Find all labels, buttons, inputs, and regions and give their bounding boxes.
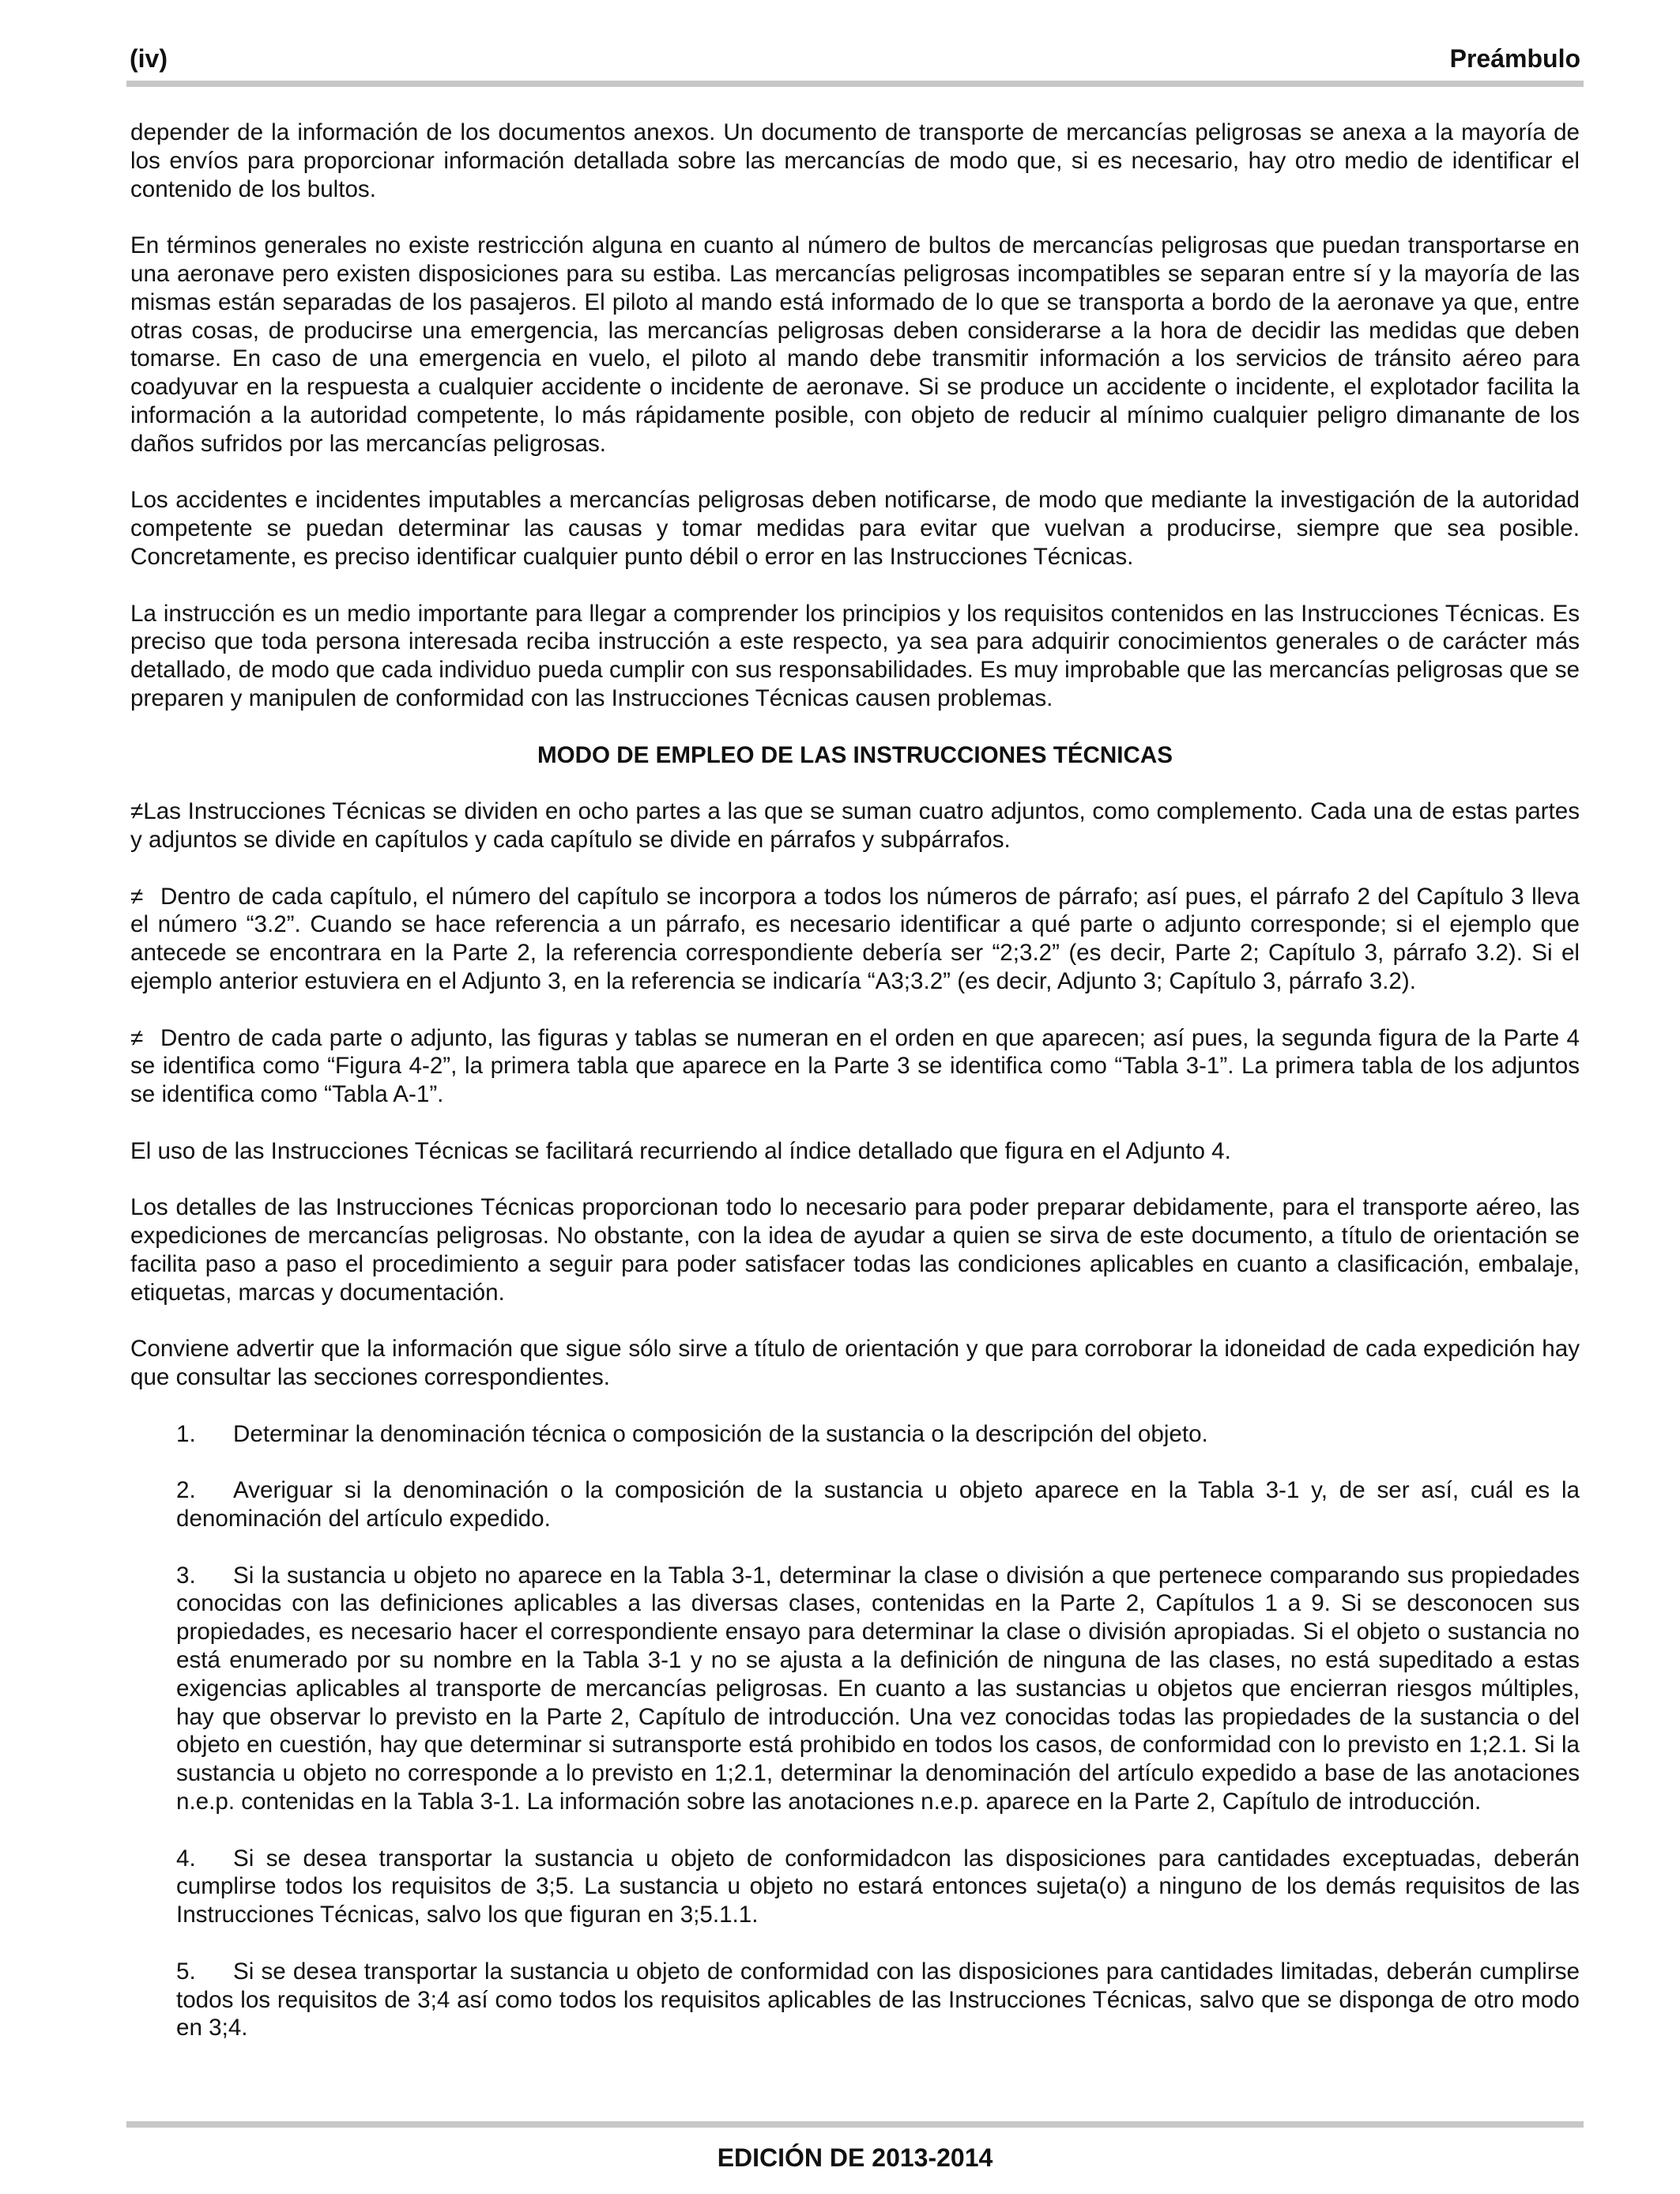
- bullet-paragraph: [130, 883, 1580, 996]
- step-text: Si la sustancia u objeto no aparece en la Tabla 3-1, determinar la clase o división a que pertenece comparando sus propiedades conocidas con las definiciones aplicables a las diversas clases, contenidas en la Parte 2, Capítulos 1 a 9. Si se desconocen sus propiedades, es necesario hacer el correspondiente ensayo para determinar la clase o división apropiadas. Si el objeto o sustancia no está enumerado por su nombre en la Tabla 3-1 y no se ajusta a la definición de ninguna de las clases, no está supeditado a estas exigencias aplicables al transporte de mercancías peligrosas. En cuanto a las sustancias u objetos que encierran riesgos múltiples, hay que observar lo previsto en la Parte 2, Capítulo de introducción. Una vez conocidas todas las propiedades de la sustancia o del objeto en cuestión, hay que determinar si sutransporte está prohibido en todos los casos, de conformidad con lo previsto en 1;2.1. Si la sustancia u objeto no corresponde a lo previsto en 1;2.1, determinar la denominación del artículo expedido a base de las anotaciones n.e.p. contenidas en la Tabla 3-1. La información sobre las anotaciones n.e.p. aparece en la Parte 2, Capítulo de introducción.: [176, 1562, 1580, 1815]
- bullet-text: Dentro de cada capítulo, el número del capítulo se incorpora a todos los números de párrafo; así pues, el párrafo 2 del Capítulo 3 lleva el número “3.2”. Cuando se hace referencia a un párrafo, es necesario identificar a qué parte o adjunto corresponde; si el ejemplo que antecede se encontrara en la Parte 2, la referencia correspondiente debería ser “2;3.2” (es decir, Parte 2; Capítulo 3, párrafo 3.2). Si el ejemplo anterior estuviera en el Adjunto 3, en la referencia se indicaría “A3;3.2” (es decir, Adjunto 3; Capítulo 3, párrafo 3.2).: [130, 883, 1580, 994]
- page-header: [130, 41, 1580, 76]
- bullet-paragraph: [130, 797, 1580, 854]
- section-heading: MODO DE EMPLEO DE LAS INSTRUCCIONES TÉCNICAS: [537, 741, 1173, 768]
- header-rule: [126, 81, 1584, 87]
- footer-rule: [126, 2121, 1584, 2128]
- bullet-text: Las Instrucciones Técnicas se dividen en ocho partes a las que se suman cuatro adjuntos, como complemento. Cada una de estas partes y adjuntos se divide en capítulos y cada capítulo se divide en párrafos y subpárrafos.: [130, 798, 1580, 853]
- numbered-step: [130, 1845, 1580, 1929]
- numbered-step: [130, 1958, 1580, 2042]
- step-number: 1.: [176, 1420, 196, 1447]
- step-number: 3.: [176, 1562, 196, 1589]
- numbered-step: [130, 1420, 1580, 1449]
- paragraph: El uso de las Instrucciones Técnicas se facilitará recurriendo al índice detallado que figura en el Adjunto 4.: [130, 1137, 1231, 1164]
- edition-footer: EDICIÓN DE 2013-2014: [717, 2143, 993, 2172]
- page-body: [130, 119, 1580, 2071]
- not-equal-bullet-icon: ≠: [130, 1024, 144, 1051]
- paragraph: La instrucción es un medio importante para llegar a comprender los principios y los requisitos contenidos en las Instrucciones Técnicas. Es preciso que toda persona interesada reciba instrucción a este respecto, ya sea para adquirir conocimientos generales o de carácter más detallado, de modo que cada individuo pueda cumplir con sus responsabilidades. Es muy improbable que las mercancías peligrosas que se preparen y manipulen de conformidad con las Instrucciones Técnicas causen problemas.: [130, 600, 1580, 711]
- section-name: Preámbulo: [1449, 44, 1580, 73]
- bullet-text: Dentro de cada parte o adjunto, las figuras y tablas se numeran en el orden en que aparecen; así pues, la segunda figura de la Parte 4 se identifica como “Figura 4-2”, la primera tabla que aparece en la Parte 3 se identifica como “Tabla 3-1”. La primera tabla de los adjuntos se identifica como “Tabla A-1”.: [130, 1024, 1580, 1108]
- step-text: Determinar la denominación técnica o composición de la sustancia o la descripción del objeto.: [233, 1420, 1208, 1447]
- numbered-step: [130, 1562, 1580, 1816]
- step-text: Si se desea transportar la sustancia u objeto de conformidadcon las disposiciones para cantidades exceptuadas, deberán cumplirse todos los requisitos de 3;5. La sustancia u objeto no estará entonces sujeta(o) a ninguno de los demás requisitos de las Instrucciones Técnicas, salvo los que figuran en 3;5.1.1.: [176, 1845, 1580, 1928]
- paragraph: En términos generales no existe restricción alguna en cuanto al número de bultos de mercancías peligrosas que puedan transportarse en una aeronave pero existen disposiciones para su estiba. Las mercancías peligrosas incompatibles se separan entre sí y la mayoría de las mismas están separadas de los pasajeros. El piloto al mando está informado de lo que se transporta a bordo de la aeronave ya que, entre otras cosas, de producirse una emergencia, las mercancías peligrosas deben considerarse a la hora de decidir las medidas que deben tomarse. En caso de una emergencia en vuelo, el piloto al mando debe transmitir información a los servicios de tránsito aéreo para coadyuvar en la respuesta a cualquier accidente o incidente de aeronave. Si se produce un accidente o incidente, el explotador facilita la información a la autoridad competente, lo más rápidamente posible, con objeto de reducir al mínimo cualquier peligro dimanante de los daños sufridos por las mercancías peligrosas.: [130, 232, 1580, 457]
- paragraph: Los detalles de las Instrucciones Técnicas proporcionan todo lo necesario para poder preparar debidamente, para el transporte aéreo, las expediciones de mercancías peligrosas. No obstante, con la idea de ayudar a quien se sirva de este documento, a título de orientación se facilita paso a paso el procedimiento a seguir para poder satisfacer todas las condiciones aplicables en cuanto a clasificación, embalaje, etiquetas, marcas y documentación.: [130, 1194, 1580, 1306]
- step-text: Si se desea transportar la sustancia u objeto de conformidad con las disposiciones para cantidades limitadas, deberán cumplirse todos los requisitos de 3;4 así como todos los requisitos aplicables de las Instrucciones Técnicas, salvo que se disponga de otro modo en 3;4.: [176, 1958, 1580, 2041]
- step-text: Averiguar si la denominación o la composición de la sustancia u objeto aparece en la Tabla 3-1 y, de ser así, cuál es la denominación del artículo expedido.: [176, 1477, 1580, 1532]
- step-number: 4.: [176, 1845, 196, 1872]
- paragraph: Los accidentes e incidentes imputables a mercancías peligrosas deben notificarse, de modo que mediante la investigación de la autoridad competente se puedan determinar las causas y tomar medidas para evitar que vuelvan a producirse, siempre que sea posible. Concretamente, es preciso identificar cualquier punto débil o error en las Instrucciones Técnicas.: [130, 487, 1580, 570]
- not-equal-bullet-icon: ≠: [130, 883, 144, 910]
- bullet-paragraph: [130, 1024, 1580, 1109]
- numbered-step: [130, 1476, 1580, 1533]
- page-number: (iv): [130, 44, 168, 73]
- paragraph: Conviene advertir que la información que sigue sólo sirve a título de orientación y que para corroborar la idoneidad de cada expedición hay que consultar las secciones correspondientes.: [130, 1336, 1580, 1391]
- step-number: 2.: [176, 1477, 196, 1504]
- not-equal-bullet-icon: ≠: [130, 798, 144, 825]
- paragraph: depender de la información de los documentos anexos. Un documento de transporte de mercancías peligrosas se anexa a la mayoría de los envíos para proporcionar información detallada sobre las mercancías de modo que, si es necesario, hay otro medio de identificar el contenido de los bultos.: [130, 119, 1580, 202]
- step-number: 5.: [176, 1958, 196, 1985]
